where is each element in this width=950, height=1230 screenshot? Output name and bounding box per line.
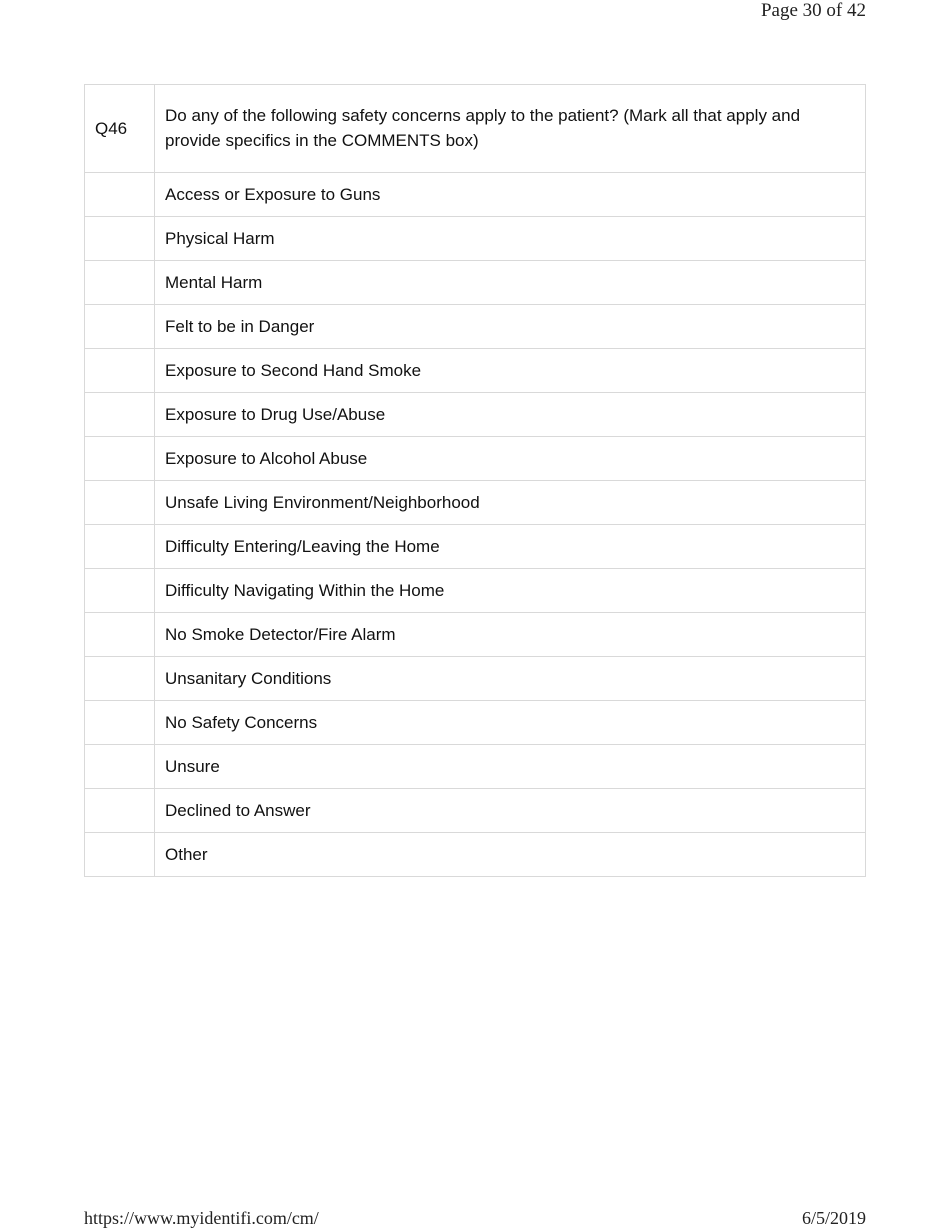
- option-row: [85, 305, 866, 349]
- footer-url: https://www.myidentifi.com/cm/: [84, 1208, 319, 1228]
- option-label: Mental Harm: [155, 261, 866, 305]
- option-marker-cell: [85, 217, 155, 261]
- page-number: Page 30 of 42: [760, 0, 866, 21]
- option-label: Felt to be in Danger: [155, 305, 866, 349]
- option-marker-cell: [85, 569, 155, 613]
- option-row: [85, 173, 866, 217]
- question-row: [85, 85, 866, 173]
- option-row: [85, 833, 866, 877]
- option-row: [85, 437, 866, 481]
- option-marker-cell: [85, 481, 155, 525]
- option-marker-cell: [85, 613, 155, 657]
- option-marker-cell: [85, 261, 155, 305]
- question-table: [84, 84, 866, 877]
- option-marker-cell: [85, 789, 155, 833]
- option-label: No Smoke Detector/Fire Alarm: [155, 613, 866, 657]
- option-label: Exposure to Drug Use/Abuse: [155, 393, 866, 437]
- option-row: [85, 261, 866, 305]
- option-row: [85, 613, 866, 657]
- option-marker-cell: [85, 437, 155, 481]
- option-row: [85, 745, 866, 789]
- option-marker-cell: [85, 701, 155, 745]
- option-label: Access or Exposure to Guns: [155, 173, 866, 217]
- option-row: [85, 481, 866, 525]
- option-label: Declined to Answer: [155, 789, 866, 833]
- question-table-body: [85, 85, 866, 877]
- option-marker-cell: [85, 525, 155, 569]
- option-label: Unsure: [155, 745, 866, 789]
- option-label: Difficulty Navigating Within the Home: [155, 569, 866, 613]
- option-marker-cell: [85, 833, 155, 877]
- option-marker-cell: [85, 305, 155, 349]
- option-label: Unsafe Living Environment/Neighborhood: [155, 481, 866, 525]
- option-row: [85, 569, 866, 613]
- option-marker-cell: [85, 657, 155, 701]
- option-marker-cell: [85, 393, 155, 437]
- option-row: [85, 789, 866, 833]
- option-label: No Safety Concerns: [155, 701, 866, 745]
- option-label: Exposure to Alcohol Abuse: [155, 437, 866, 481]
- option-row: [85, 701, 866, 745]
- option-marker-cell: [85, 173, 155, 217]
- option-marker-cell: [85, 349, 155, 393]
- option-label: Physical Harm: [155, 217, 866, 261]
- option-row: [85, 217, 866, 261]
- option-marker-cell: [85, 745, 155, 789]
- footer-date: 6/5/2019: [801, 1208, 866, 1228]
- question-id: Q46: [85, 85, 155, 173]
- option-label: Unsanitary Conditions: [155, 657, 866, 701]
- option-row: [85, 525, 866, 569]
- option-row: [85, 393, 866, 437]
- option-row: [85, 349, 866, 393]
- option-label: Other: [155, 833, 866, 877]
- option-row: [85, 657, 866, 701]
- option-label: Exposure to Second Hand Smoke: [155, 349, 866, 393]
- option-label: Difficulty Entering/Leaving the Home: [155, 525, 866, 569]
- question-text: Do any of the following safety concerns apply to the patient? (Mark all that apply and provide specifics in the COMMENTS box): [155, 85, 866, 173]
